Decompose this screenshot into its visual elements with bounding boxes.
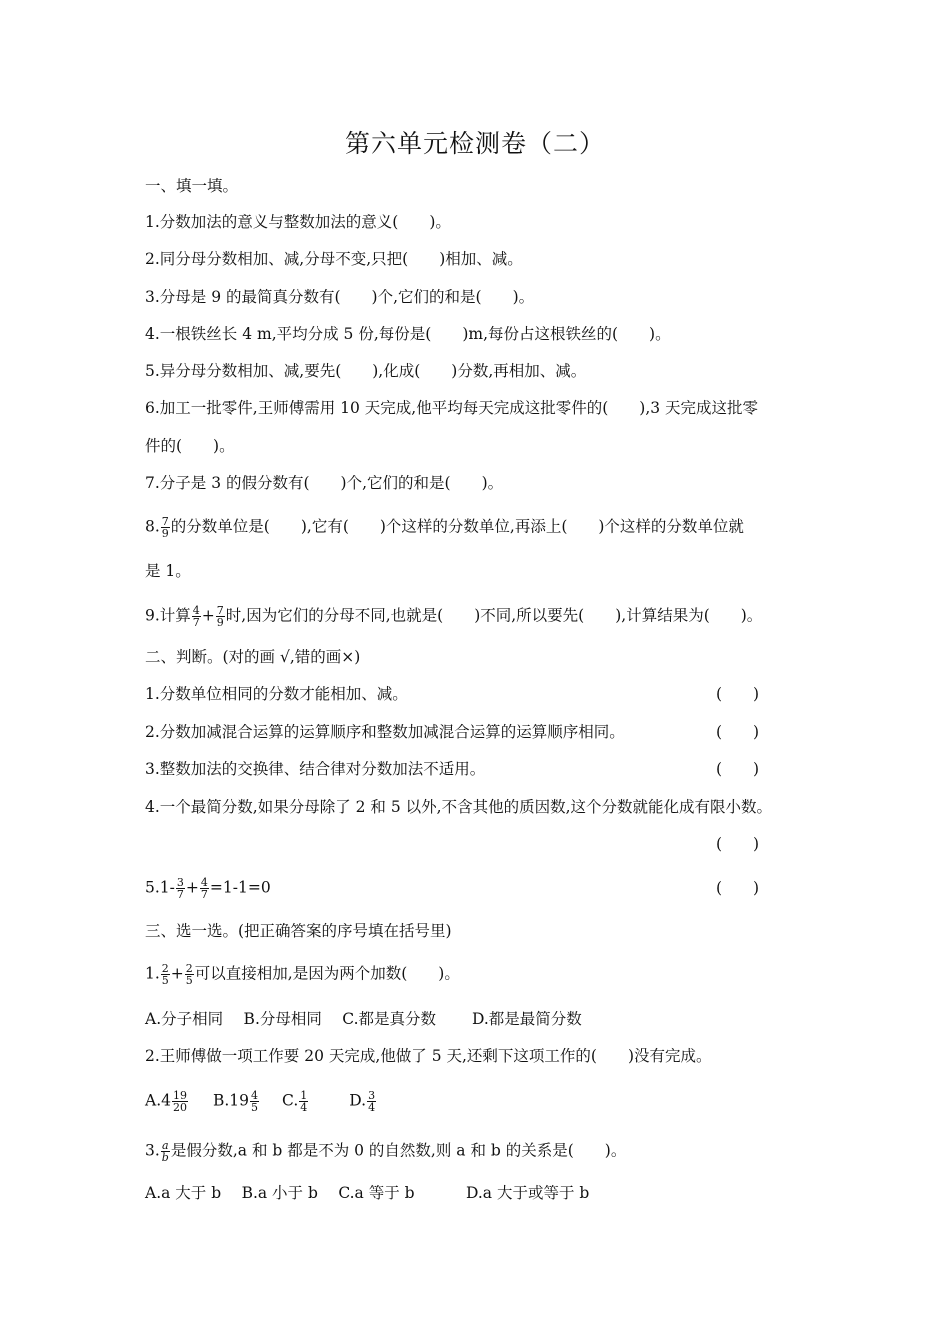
choose-question-1 bbox=[145, 963, 460, 986]
fill-question-8-line2: 是 1。 bbox=[145, 562, 191, 580]
fraction bbox=[176, 877, 185, 900]
q1-text: 可以直接相加,是因为两个加数( )。 bbox=[194, 964, 460, 983]
answer-paren[interactable]: ( ) bbox=[716, 685, 760, 703]
fraction bbox=[161, 516, 170, 539]
fraction-denominator: 20 bbox=[172, 1101, 187, 1114]
fraction-denominator: b bbox=[161, 1151, 169, 1164]
choose-question-2: 2.王师傅做一项工作要 20 天完成,他做了 5 天,还剩下这项工作的( )没有完成。 bbox=[145, 1047, 712, 1065]
section-heading-judge: 二、判断。(对的画 √,错的画×) bbox=[145, 648, 361, 666]
choose-question-1-options: A.分子相同 B.分母相同 C.都是真分数 D.都是最简分数 bbox=[145, 1010, 582, 1028]
fraction-denominator: 9 bbox=[216, 616, 224, 629]
fill-question-8-line1 bbox=[145, 516, 744, 539]
fraction-numerator: 2 bbox=[185, 962, 193, 975]
fill-question-7: 7.分子是 3 的假分数有( )个,它们的和是( )。 bbox=[145, 474, 504, 492]
fraction bbox=[172, 1090, 188, 1113]
section-heading-fill: 一、填一填。 bbox=[145, 177, 239, 195]
fill-question-2: 2.同分母分数相加、减,分母不变,只把( )相加、减。 bbox=[145, 250, 523, 268]
fill-question-6-line1: 6.加工一批零件,王师傅需用 10 天完成,他平均每天完成这批零件的( ),3 天完成这批零 bbox=[145, 399, 759, 417]
judge-question-1: 1.分数单位相同的分数才能相加、减。 bbox=[145, 685, 408, 703]
fraction-denominator: 7 bbox=[192, 616, 200, 629]
choose-question-2-options bbox=[145, 1090, 377, 1113]
q5-text: =1-1=0 bbox=[209, 878, 271, 897]
fraction-numerator: 1 bbox=[300, 1089, 308, 1102]
fraction-denominator: 7 bbox=[200, 888, 208, 901]
fraction-numerator: 3 bbox=[176, 876, 184, 889]
choose-question-3 bbox=[145, 1140, 626, 1163]
answer-paren[interactable]: ( ) bbox=[716, 879, 760, 897]
option-c: C. bbox=[282, 1091, 299, 1110]
fill-question-3: 3.分母是 9 的最简真分数有( )个,它们的和是( )。 bbox=[145, 288, 535, 306]
q8-text: 的分数单位是( ),它有( )个这样的分数单位,再添上( )个这样的分数单位就 bbox=[170, 517, 744, 536]
fraction-numerator: 4 bbox=[192, 604, 200, 617]
fraction-numerator: 7 bbox=[161, 515, 169, 528]
fraction bbox=[216, 605, 225, 628]
fraction bbox=[250, 1090, 259, 1113]
fraction-numerator: 2 bbox=[161, 962, 169, 975]
fill-question-5: 5.异分母分数相加、减,要先( ),化成( )分数,再相加、减。 bbox=[145, 362, 587, 380]
fraction bbox=[367, 1090, 376, 1113]
fraction bbox=[192, 605, 201, 628]
fraction-denominator: 4 bbox=[368, 1101, 376, 1114]
plus-sign: + bbox=[201, 606, 215, 625]
fraction-denominator: 5 bbox=[161, 974, 169, 987]
fraction-denominator: 5 bbox=[251, 1101, 259, 1114]
page-title: 第六单元检测卷（二） bbox=[344, 129, 605, 158]
section-heading-choose: 三、选一选。(把正确答案的序号填在括号里) bbox=[145, 922, 452, 940]
fraction-denominator: 7 bbox=[176, 888, 184, 901]
q5-prefix: 5.1- bbox=[145, 878, 175, 897]
fraction bbox=[185, 963, 194, 986]
fraction-numerator: 4 bbox=[251, 1089, 259, 1102]
q9-text: 时,因为它们的分母不同,也就是( )不同,所以要先( ),计算结果为( )。 bbox=[225, 606, 763, 625]
fraction-numerator: a bbox=[162, 1139, 169, 1152]
fraction-numerator: 19 bbox=[172, 1089, 187, 1102]
fraction-denominator: 9 bbox=[161, 527, 169, 540]
fill-question-1: 1.分数加法的意义与整数加法的意义( )。 bbox=[145, 213, 451, 231]
q3-prefix: 3. bbox=[145, 1141, 160, 1160]
answer-paren[interactable]: ( ) bbox=[716, 835, 760, 853]
fraction-numerator: 7 bbox=[216, 604, 224, 617]
fraction bbox=[200, 877, 209, 900]
fraction-denominator: 5 bbox=[185, 974, 193, 987]
fraction-denominator: 4 bbox=[300, 1101, 308, 1114]
judge-question-4: 4.一个最简分数,如果分母除了 2 和 5 以外,不含其他的质因数,这个分数就能化成有限小数。 bbox=[145, 798, 773, 816]
q3-text: 是假分数,a 和 b 都是不为 0 的自然数,则 a 和 b 的关系是( )。 bbox=[170, 1141, 627, 1160]
fill-question-9 bbox=[145, 605, 762, 628]
choose-question-3-options: A.a 大于 b B.a 小于 b C.a 等于 b D.a 大于或等于 b bbox=[145, 1184, 590, 1202]
q1-prefix: 1. bbox=[145, 964, 160, 983]
option-a: A.4 bbox=[145, 1091, 171, 1110]
judge-question-2: 2.分数加减混合运算的运算顺序和整数加减混合运算的运算顺序相同。 bbox=[145, 723, 625, 741]
fraction-numerator: 3 bbox=[368, 1089, 376, 1102]
fraction bbox=[161, 963, 170, 986]
answer-paren[interactable]: ( ) bbox=[716, 760, 760, 778]
q8-prefix: 8. bbox=[145, 517, 160, 536]
fill-question-6-line2: 件的( )。 bbox=[145, 437, 235, 455]
fraction bbox=[161, 1140, 170, 1163]
judge-question-3: 3.整数加法的交换律、结合律对分数加法不适用。 bbox=[145, 760, 486, 778]
option-d: D. bbox=[349, 1091, 367, 1110]
plus-sign: + bbox=[185, 878, 199, 897]
answer-paren[interactable]: ( ) bbox=[716, 723, 760, 741]
option-b: B.19 bbox=[212, 1091, 250, 1110]
fraction bbox=[299, 1090, 308, 1113]
q9-prefix: 9.计算 bbox=[145, 606, 191, 625]
judge-question-5 bbox=[145, 877, 271, 900]
plus-sign: + bbox=[170, 964, 184, 983]
fraction-numerator: 4 bbox=[200, 876, 208, 889]
fill-question-4: 4.一根铁丝长 4 m,平均分成 5 份,每份是( )m,每份占这根铁丝的( )。 bbox=[145, 325, 671, 343]
